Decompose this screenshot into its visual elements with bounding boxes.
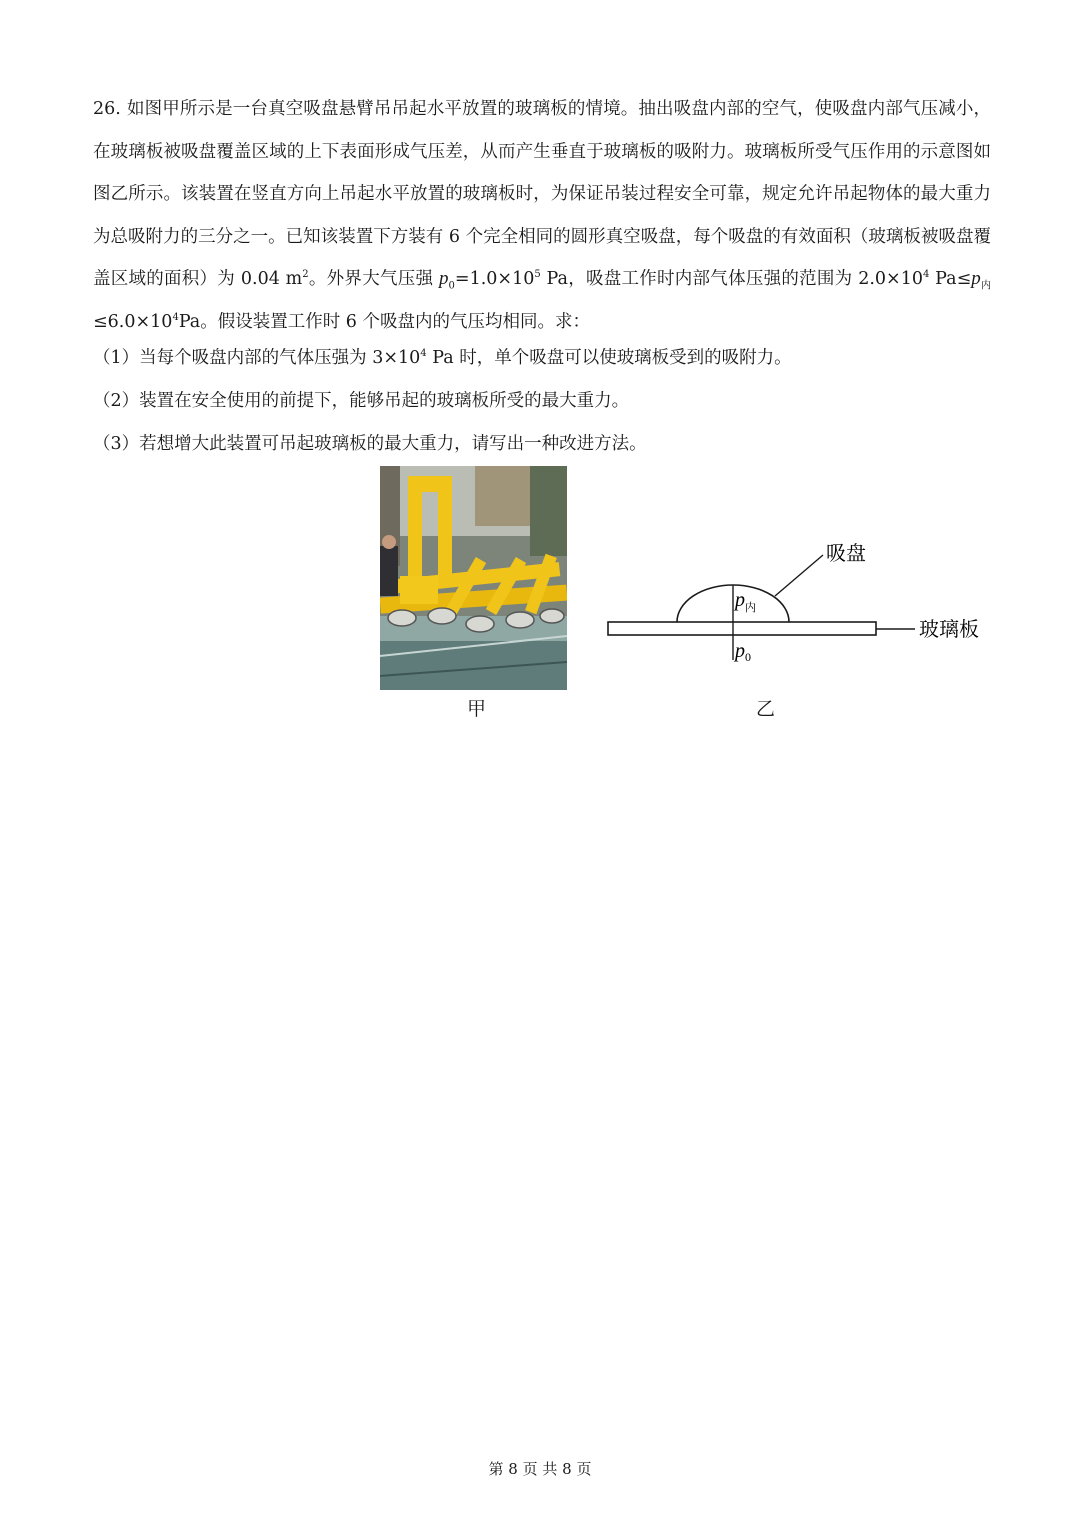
glass-label: 玻璃板 (919, 617, 979, 641)
problem-statement: 26. 如图甲所示是一台真空吸盘悬臂吊吊起水平放置的玻璃板的情境。抽出吸盘内部的空气，使吸盘内部气压减小，在玻璃板被吸盘覆盖区域的上下表面形成气压差，从而产生垂直于玻璃板的吸附力。玻璃板所受气压作用的示意图如图乙所示。该装置在竖直方向上吊起水平放置的玻璃板时，为保证吊装过程安全可靠，规定允许吊起物体的最大重力为总吸附力的三分之一。已知该装置下方装有 6 个完全相同的圆形真空吸盘，每个吸盘的有效面积（玻璃板被吸盘覆盖区域的面积）为 0.04 $m^2$。外界大气压强 $p_0=1.0\times 10^5$ Pa，吸盘工作时内部气体压强的范围为 $2.0\times 10^4$ $Pa\le p_内\le 6.0\times 10^4Pa$。假设装置工作时 6 个吸盘内的气压均相同。求： (93, 99, 992, 332)
sub-question-1: （1）当每个吸盘内部的气体压强为 $3\times 10^4$ Pa 时，单个吸盘可以使玻璃板受到的吸附力。 (93, 348, 792, 368)
p0-label: $p_0$ (735, 640, 751, 664)
sub-question-2: （2）装置在安全使用的前提下，能够吊起的玻璃板所受的最大重力。 (93, 391, 630, 411)
pressure-diagram (600, 530, 1000, 670)
vacuum-lifter-photo (380, 466, 567, 690)
glass-plate-shape (608, 622, 876, 635)
suction-cup-leader-line (775, 555, 823, 596)
p-in-label: $p_内$ (735, 589, 756, 614)
problem-number: 26. (93, 99, 121, 119)
page-footer: 第 8 页 共 8 页 (488, 1460, 592, 1478)
figure-caption-a: 甲 (467, 698, 487, 720)
figure-caption-b: 乙 (756, 698, 776, 720)
sub-question-3: （3）若想增大此装置可吊起玻璃板的最大重力，请写出一种改进方法。 (93, 434, 647, 454)
suction-cup-label: 吸盘 (826, 541, 866, 565)
vacuum-lifter-illustration (380, 466, 567, 690)
